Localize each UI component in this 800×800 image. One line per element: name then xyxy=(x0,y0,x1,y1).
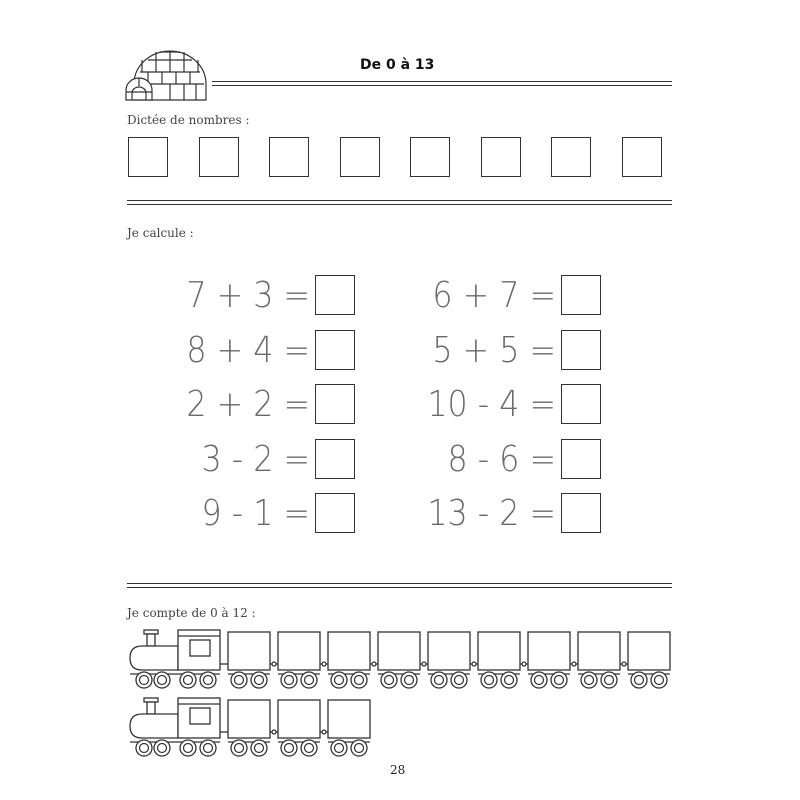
wagon[interactable] xyxy=(520,632,570,688)
dictee-box[interactable] xyxy=(199,137,239,177)
dictee-box[interactable] xyxy=(269,137,309,177)
dictee-box[interactable] xyxy=(622,137,662,177)
dictee-box[interactable] xyxy=(128,137,168,177)
equation: 3 - 2 = xyxy=(201,439,310,480)
equation: 8 + 4 = xyxy=(186,330,310,371)
wagon[interactable] xyxy=(420,632,470,688)
section-divider xyxy=(127,200,672,205)
wagon[interactable] xyxy=(470,632,520,688)
locomotive-icon xyxy=(130,698,220,756)
wagon[interactable] xyxy=(220,632,270,688)
wagon[interactable] xyxy=(320,700,370,756)
compte-label: Je compte de 0 à 12 : xyxy=(127,606,256,620)
wagon[interactable] xyxy=(620,632,670,688)
wagon[interactable] xyxy=(270,632,320,688)
equation: 13 - 2 = xyxy=(427,493,556,534)
answer-box[interactable] xyxy=(561,493,601,533)
answer-box[interactable] xyxy=(315,439,355,479)
dictee-box[interactable] xyxy=(410,137,450,177)
igloo-icon xyxy=(126,44,212,102)
section-divider xyxy=(127,583,672,588)
wagon[interactable] xyxy=(320,632,370,688)
wagon[interactable] xyxy=(220,700,270,756)
answer-box[interactable] xyxy=(315,330,355,370)
wagon[interactable] xyxy=(370,632,420,688)
equation: 10 - 4 = xyxy=(427,384,556,425)
wagon[interactable] xyxy=(270,700,320,756)
answer-box[interactable] xyxy=(561,439,601,479)
equation: 8 - 6 = xyxy=(447,439,556,480)
answer-box[interactable] xyxy=(561,275,601,315)
equation: 6 + 7 = xyxy=(432,275,556,316)
equation: 7 + 3 = xyxy=(186,275,310,316)
answer-box[interactable] xyxy=(315,275,355,315)
wagon[interactable] xyxy=(570,632,620,688)
answer-box[interactable] xyxy=(315,384,355,424)
locomotive-icon xyxy=(130,630,220,688)
equation: 5 + 5 = xyxy=(432,330,556,371)
dictee-box[interactable] xyxy=(481,137,521,177)
dictee-box[interactable] xyxy=(551,137,591,177)
answer-box[interactable] xyxy=(561,330,601,370)
page-title: De 0 à 13 xyxy=(360,57,435,73)
answer-box[interactable] xyxy=(315,493,355,533)
answer-box[interactable] xyxy=(561,384,601,424)
equation: 2 + 2 = xyxy=(186,384,310,425)
dictee-label: Dictée de nombres : xyxy=(127,113,250,127)
dictee-box[interactable] xyxy=(340,137,380,177)
title-underline xyxy=(212,81,672,86)
page-number: 28 xyxy=(390,763,406,777)
calcul-label: Je calcule : xyxy=(127,226,194,240)
equation: 9 - 1 = xyxy=(201,493,310,534)
